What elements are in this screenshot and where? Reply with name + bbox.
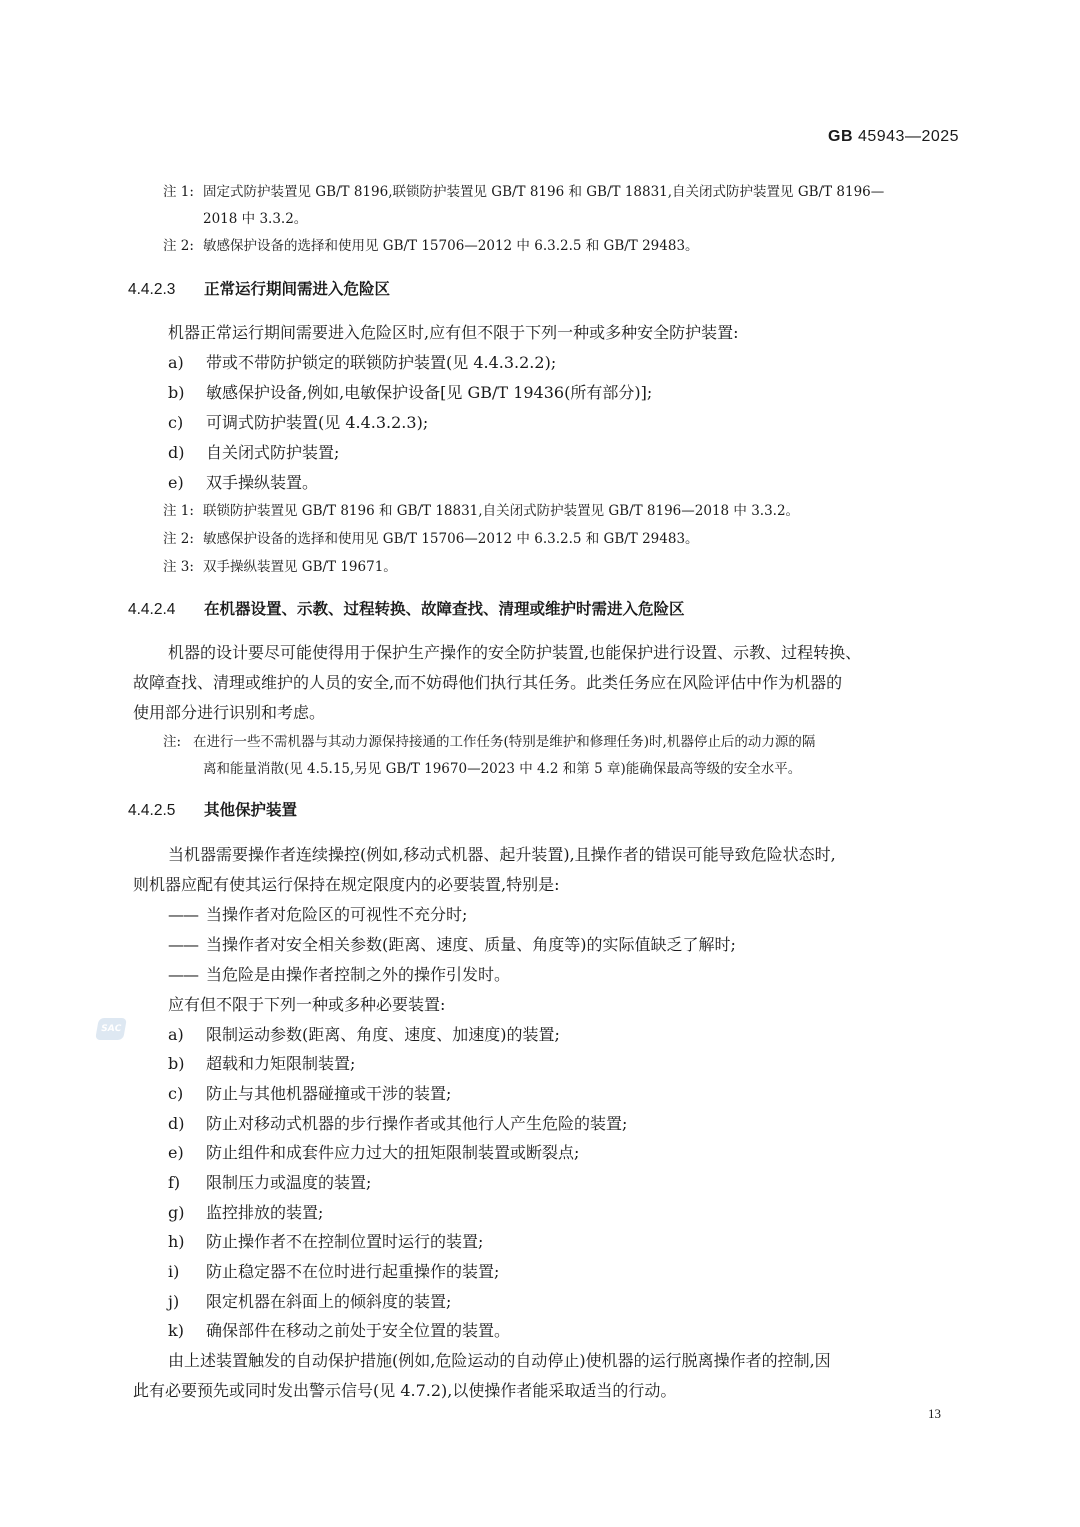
note-text: 敏感保护设备的选择和使用见 GB/T 15706—2012 中 6.3.2.5 和 GB/T 29483。 [203, 531, 699, 547]
section-title: 正常运行期间需进入危险区 [204, 280, 391, 298]
list-marker: b) [168, 383, 185, 402]
list-item [168, 1111, 627, 1134]
list-text: 确保部件在移动之前处于安全位置的装置。 [206, 1321, 511, 1340]
dash-text: 当危险是由操作者控制之外的操作引发时。 [206, 965, 511, 984]
section-heading-4425 [128, 798, 297, 820]
list-item [168, 1140, 579, 1163]
page-number: 13 [928, 1406, 941, 1421]
list-item [168, 470, 318, 493]
list-text: 自关闭式防护装置; [206, 443, 340, 462]
list-text: 防止对移动式机器的步行操作者或其他行人产生危险的装置; [206, 1114, 628, 1133]
note-text: 在进行一些不需机器与其动力源保持接通的工作任务(特别是维护和修理任务)时,机器停止后的动力源的隔 [193, 734, 816, 750]
note-label: 注: [163, 734, 182, 750]
note-1-top [163, 180, 884, 200]
section-heading-4423 [128, 277, 390, 299]
list-marker: e) [168, 473, 184, 492]
note-text: 离和能量消散(见 4.5.15,另见 GB/T 19670—2023 中 4.2 和第 5 章)能确保最高等级的安全水平。 [203, 761, 802, 777]
section-number: 4.4.2.3 [128, 281, 176, 298]
dash-item [168, 932, 736, 955]
list-item [168, 1259, 499, 1282]
paragraph-line: 此有必要预先或同时发出警示信号(见 4.7.2),以使操作者能采取适当的行动。 [133, 1381, 677, 1400]
list-marker: a) [168, 1025, 184, 1044]
list-text: 防止组件和成套件应力过大的扭矩限制装置或断裂点; [206, 1143, 580, 1162]
list-marker: g) [168, 1203, 185, 1222]
paragraph-line: 使用部分进行识别和考虑。 [133, 703, 326, 722]
list-item [168, 1081, 451, 1104]
list-text: 监控排放的装置; [206, 1203, 324, 1222]
list-item [168, 410, 428, 433]
list-item [168, 380, 652, 403]
note-label: 注 2: [163, 531, 194, 547]
standard-prefix: GB [828, 128, 853, 145]
list-text: 限制运动参数(距离、角度、速度、加速度)的装置; [206, 1025, 560, 1044]
note-text: 敏感保护设备的选择和使用见 GB/T 15706—2012 中 6.3.2.5 和 GB/T 29483。 [203, 238, 699, 254]
note-text: 2018 中 3.3.2。 [203, 211, 308, 227]
note-continued [163, 757, 801, 777]
list-text: 限制压力或温度的装置; [206, 1173, 372, 1192]
standard-number [828, 128, 959, 146]
paragraph-line: 由上述装置触发的自动保护措施(例如,危险运动的自动停止)使机器的运行脱离操作者的控制,因 [168, 1351, 831, 1370]
note-1 [163, 499, 799, 519]
note-text: 固定式防护装置见 GB/T 8196,联锁防护装置见 GB/T 8196 和 GB/T 18831,自关闭式防护装置见 GB/T 8196— [203, 184, 885, 200]
list-marker: d) [168, 1114, 185, 1133]
list-marker: f) [168, 1173, 181, 1192]
note [163, 730, 815, 750]
list-marker: e) [168, 1143, 184, 1162]
list-item [168, 350, 556, 373]
dash-marker: —— [168, 905, 198, 924]
list-text: 防止操作者不在控制位置时运行的装置; [206, 1232, 484, 1251]
note-label: 注 1: [163, 184, 194, 200]
list-marker: b) [168, 1054, 185, 1073]
dash-marker: —— [168, 935, 198, 954]
list-text: 限定机器在斜面上的倾斜度的装置; [206, 1292, 452, 1311]
list-text: 双手操纵装置。 [206, 473, 319, 492]
list-text: 带或不带防护锁定的联锁防护装置(见 4.4.3.2.2); [206, 353, 557, 372]
list-item [168, 1289, 451, 1312]
watermark-logo: SAC [95, 1018, 127, 1040]
paragraph-line: 故障查找、清理或维护的人员的安全,而不妨碍他们执行其任务。此类任务应在风险评估中作为机器的 [133, 673, 843, 692]
section-number: 4.4.2.4 [128, 601, 176, 618]
list-text: 防止与其他机器碰撞或干涉的装置; [206, 1084, 452, 1103]
list-item [168, 1022, 560, 1045]
section-heading-4424 [128, 597, 685, 619]
list-item [168, 440, 339, 463]
list-text: 可调式防护装置(见 4.4.3.2.3); [206, 413, 429, 432]
section-title: 其他保护装置 [204, 801, 298, 819]
list-marker: d) [168, 443, 185, 462]
paragraph-intro: 应有但不限于下列一种或多种必要装置: [168, 995, 446, 1014]
paragraph-line: 机器的设计要尽可能使得用于保护生产操作的安全防护装置,也能保护进行设置、示教、过程转换、 [168, 643, 862, 662]
list-marker: k) [168, 1321, 184, 1340]
list-item [168, 1229, 483, 1252]
note-label: 注 1: [163, 503, 194, 519]
section-title: 在机器设置、示教、过程转换、故障查找、清理或维护时需进入危险区 [204, 600, 685, 618]
note-3 [163, 555, 397, 575]
note-label: 注 2: [163, 238, 194, 254]
note-label: 注 3: [163, 559, 194, 575]
note-2 [163, 527, 699, 547]
section-number: 4.4.2.5 [128, 802, 176, 819]
list-marker: j) [168, 1292, 180, 1311]
note-text: 双手操纵装置见 GB/T 19671。 [203, 559, 397, 575]
dash-item [168, 962, 510, 985]
paragraph-intro: 机器正常运行期间需要进入危险区时,应有但不限于下列一种或多种安全防护装置: [168, 323, 739, 342]
list-item [168, 1170, 371, 1193]
list-marker: i) [168, 1262, 180, 1281]
list-item [168, 1200, 323, 1223]
paragraph-line: 当机器需要操作者连续操控(例如,移动式机器、起升装置),且操作者的错误可能导致危险状态时, [168, 845, 836, 864]
dash-marker: —— [168, 965, 198, 984]
list-marker: h) [168, 1232, 185, 1251]
note-2-top [163, 234, 699, 254]
dash-text: 当操作者对安全相关参数(距离、速度、质量、角度等)的实际值缺乏了解时; [206, 935, 736, 954]
list-item [168, 1051, 355, 1074]
list-marker: c) [168, 1084, 184, 1103]
dash-item [168, 902, 467, 925]
list-text: 防止稳定器不在位时进行起重操作的装置; [206, 1262, 500, 1281]
list-marker: c) [168, 413, 184, 432]
dash-text: 当操作者对危险区的可视性不充分时; [206, 905, 468, 924]
list-marker: a) [168, 353, 184, 372]
note-1-top-continued [163, 207, 307, 227]
standard-code: 45943—2025 [857, 128, 960, 145]
paragraph-line: 则机器应配有使其运行保持在规定限度内的必要装置,特别是: [133, 875, 560, 894]
list-text: 敏感保护设备,例如,电敏保护设备[见 GB/T 19436(所有部分)]; [206, 383, 653, 402]
list-item [168, 1318, 510, 1341]
note-text: 联锁防护装置见 GB/T 8196 和 GB/T 18831,自关闭式防护装置见 GB/T 8196—2018 中 3.3.2。 [203, 503, 800, 519]
list-text: 超载和力矩限制装置; [206, 1054, 356, 1073]
